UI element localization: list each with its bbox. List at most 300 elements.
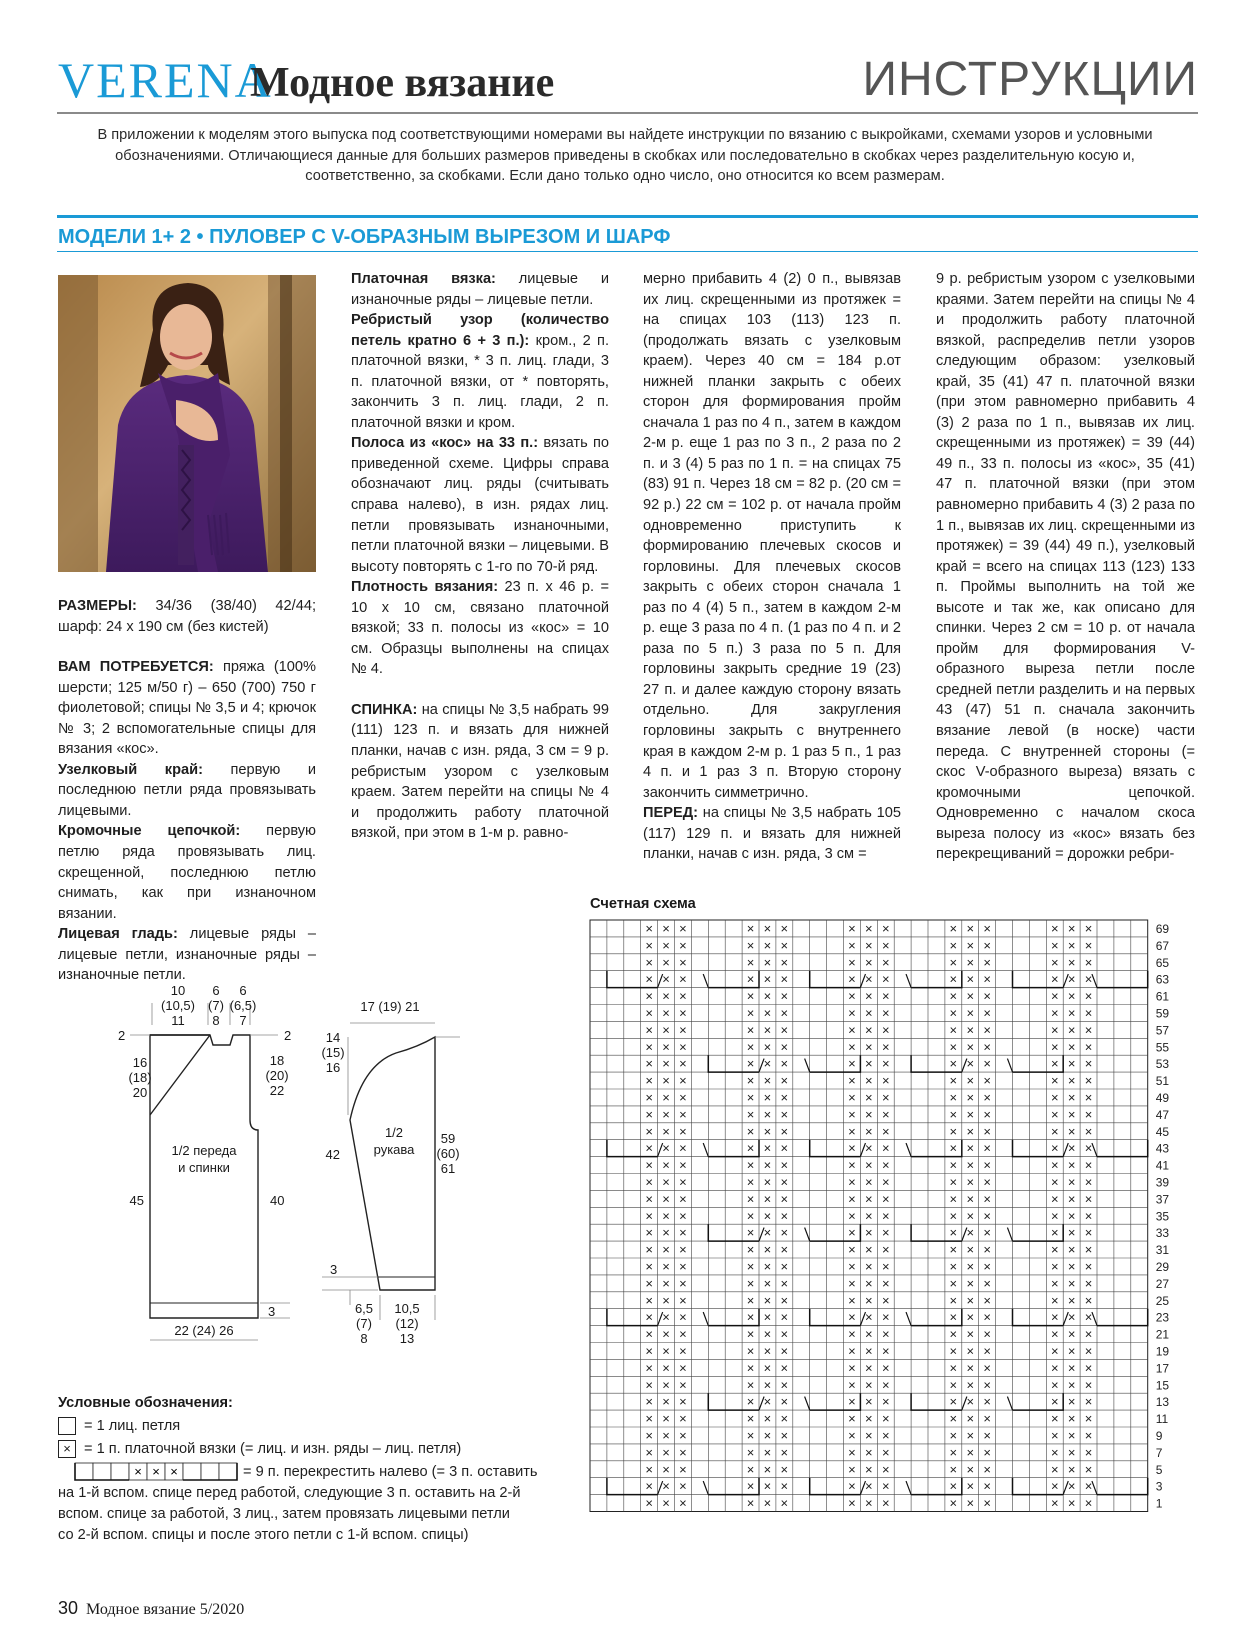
- header-rule: [57, 112, 1198, 114]
- paragraph-text: лицевые и изнаночные ряды – лицевые петли.: [351, 271, 609, 308]
- chart-garter-cell: ×: [1050, 1292, 1059, 1308]
- chart-garter-cell: ×: [949, 1444, 958, 1460]
- chart-garter-cell: ×: [763, 1377, 772, 1393]
- chart-garter-cell: ×: [983, 1056, 991, 1072]
- chart-garter-cell: ×: [763, 1039, 772, 1055]
- legend-cable-line-2: на 1-й вспом. спице перед работой, следующие 3 п. оставить на 2-й: [58, 1485, 521, 1501]
- chart-garter-cell: ×: [662, 1427, 670, 1443]
- chart-garter-cell: ×: [881, 1022, 890, 1038]
- chart-garter-cell: ×: [1084, 1140, 1093, 1156]
- page-number: 30: [58, 1598, 79, 1618]
- chart-garter-cell: ×: [662, 1343, 670, 1359]
- chart-garter-cell: ×: [966, 1191, 975, 1207]
- chart-garter-cell: ×: [865, 1123, 873, 1139]
- sleeve-length-a: 59: [440, 1131, 456, 1146]
- chart-garter-cell: ×: [662, 1444, 670, 1460]
- paragraph-gap: [351, 680, 609, 700]
- chart-garter-cell: ×: [780, 1140, 789, 1156]
- chart-garter-cell: ×: [1050, 1089, 1059, 1105]
- chart-row-label: 17: [1155, 1361, 1170, 1376]
- chart-garter-cell: ×: [881, 1377, 890, 1393]
- chart-garter-cell: ×: [983, 937, 991, 953]
- chart-row-label: 43: [1155, 1141, 1170, 1156]
- chart-garter-cell: ×: [1050, 1225, 1059, 1241]
- chart-garter-cell: ×: [679, 1444, 687, 1460]
- chart-garter-cell: ×: [881, 1444, 890, 1460]
- chart-garter-cell: ×: [865, 1478, 873, 1494]
- chart-garter-cell: ×: [679, 937, 687, 953]
- paragraph-text: первую петлю ряда провязывать лиц. скрещенной, последнюю петлю снимать, как при изнаночном вязании.: [58, 823, 316, 922]
- chart-garter-cell: ×: [679, 1089, 687, 1105]
- chart-garter-cell: ×: [881, 1309, 890, 1325]
- chart-garter-cell: ×: [763, 1275, 772, 1291]
- chart-garter-cell: ×: [1084, 954, 1093, 970]
- chart-garter-cell: ×: [1084, 971, 1093, 987]
- chart-garter-cell: ×: [983, 1005, 991, 1021]
- chart-garter-cell: ×: [645, 1377, 653, 1393]
- chart-garter-cell: ×: [679, 1326, 687, 1342]
- chart-garter-cell: ×: [983, 1157, 991, 1173]
- chart-garter-cell: ×: [1084, 1106, 1093, 1122]
- chart-garter-cell: ×: [966, 1022, 975, 1038]
- chart-garter-cell: ×: [645, 1174, 653, 1190]
- chart-garter-cell: ×: [645, 1326, 653, 1342]
- chart-garter-cell: ×: [848, 1343, 856, 1359]
- body-top-width-2-c: 8: [212, 1013, 220, 1028]
- chart-garter-cell: ×: [881, 1225, 890, 1241]
- chart-garter-cell: ×: [949, 1343, 958, 1359]
- chart-garter-cell: ×: [662, 1461, 670, 1477]
- chart-garter-cell: ×: [966, 1427, 975, 1443]
- chart-garter-cell: ×: [881, 1360, 890, 1376]
- chart-garter-cell: ×: [662, 1022, 670, 1038]
- chart-garter-cell: ×: [848, 1411, 856, 1427]
- chart-garter-cell: ×: [746, 1292, 755, 1308]
- chart-garter-cell: ×: [679, 1377, 687, 1393]
- chart-garter-cell: ×: [645, 1022, 653, 1038]
- chart-garter-cell: ×: [1067, 1377, 1076, 1393]
- chart-garter-cell: ×: [1084, 1174, 1093, 1190]
- chart-garter-cell: ×: [679, 1225, 687, 1241]
- chart-garter-cell: ×: [966, 1326, 975, 1342]
- chart-garter-cell: ×: [881, 1461, 890, 1477]
- chart-garter-cell: ×: [1067, 1326, 1076, 1342]
- chart-garter-cell: ×: [966, 1343, 975, 1359]
- chart-garter-cell: ×: [645, 1039, 653, 1055]
- chart-garter-cell: ×: [679, 1360, 687, 1376]
- chart-garter-cell: ×: [848, 954, 856, 970]
- counting-chart: [590, 920, 1190, 1540]
- chart-garter-cell: ×: [1084, 937, 1093, 953]
- section-title: ИНСТРУКЦИИ: [862, 53, 1198, 106]
- chart-garter-cell: ×: [881, 1478, 890, 1494]
- chart-garter-cell: ×: [780, 1089, 789, 1105]
- chart-garter-cell: ×: [881, 1411, 890, 1427]
- chart-garter-cell: ×: [848, 1157, 856, 1173]
- chart-garter-cell: ×: [1050, 1309, 1059, 1325]
- chart-garter-cell: ×: [662, 1478, 670, 1494]
- chart-garter-cell: ×: [865, 1258, 873, 1274]
- chart-garter-cell: ×: [746, 1360, 755, 1376]
- chart-garter-cell: ×: [983, 1343, 991, 1359]
- chart-garter-cell: ×: [780, 937, 789, 953]
- magazine-title: Модное вязание: [250, 60, 555, 106]
- chart-garter-cell: ×: [645, 937, 653, 953]
- chart-garter-cell: ×: [881, 1157, 890, 1173]
- chart-garter-cell: ×: [865, 1461, 873, 1477]
- chart-garter-cell: ×: [949, 988, 958, 1004]
- chart-garter-cell: ×: [1050, 1191, 1059, 1207]
- chart-row-label: 53: [1155, 1057, 1170, 1072]
- chart-garter-cell: ×: [1067, 1242, 1076, 1258]
- column-3: [643, 269, 901, 865]
- paragraph-heading: СПИНКА:: [351, 701, 418, 718]
- chart-garter-cell: ×: [865, 954, 873, 970]
- body-neck-depth-b: (18): [128, 1070, 152, 1085]
- chart-garter-cell: ×: [662, 1140, 670, 1156]
- body-armhole-b: (20): [265, 1068, 289, 1083]
- chart-garter-cell: ×: [1084, 920, 1093, 936]
- body-top-width-2-b: (7): [208, 998, 224, 1013]
- chart-garter-cell: ×: [645, 1089, 653, 1105]
- chart-garter-cell: ×: [1067, 1022, 1076, 1038]
- paragraph-heading: ПЕРЕД:: [643, 805, 698, 822]
- chart-garter-cell: ×: [746, 1106, 755, 1122]
- chart-row-label: 49: [1155, 1090, 1170, 1105]
- chart-garter-cell: ×: [645, 971, 653, 987]
- chart-garter-cell: ×: [949, 1140, 958, 1156]
- chart-garter-cell: ×: [848, 1461, 856, 1477]
- chart-garter-cell: ×: [1050, 1275, 1059, 1291]
- chart-garter-cell: ×: [865, 1225, 873, 1241]
- chart-garter-cell: ×: [763, 920, 772, 936]
- chart-garter-cell: ×: [679, 1208, 687, 1224]
- chart-garter-cell: ×: [865, 1005, 873, 1021]
- chart-garter-cell: ×: [1050, 1140, 1059, 1156]
- chart-garter-cell: ×: [848, 1073, 856, 1089]
- column-2: [351, 269, 609, 844]
- chart-garter-cell: ×: [746, 1208, 755, 1224]
- chart-garter-cell: ×: [763, 1258, 772, 1274]
- chart-garter-cell: ×: [645, 1056, 653, 1072]
- chart-garter-cell: ×: [679, 954, 687, 970]
- chart-garter-cell: ×: [1050, 1444, 1059, 1460]
- chart-garter-cell: ×: [949, 1394, 958, 1410]
- chart-garter-cell: ×: [848, 1360, 856, 1376]
- chart-row-label: 15: [1155, 1378, 1170, 1393]
- chart-garter-cell: ×: [848, 1427, 856, 1443]
- chart-garter-cell: ×: [865, 1140, 873, 1156]
- chart-garter-cell: ×: [746, 1005, 755, 1021]
- paragraph-gap: [58, 637, 316, 657]
- chart-row-label: 19: [1155, 1344, 1170, 1359]
- chart-garter-cell: ×: [983, 1309, 991, 1325]
- paragraph: [58, 924, 316, 986]
- sleeve-cap-b: (15): [321, 1045, 345, 1060]
- model-title: МОДЕЛИ 1+ 2 • ПУЛОВЕР С V-ОБРАЗНЫМ ВЫРЕЗОМ И ШАРФ: [58, 226, 671, 248]
- chart-garter-cell: ×: [966, 1292, 975, 1308]
- cable-symbol-cell: [111, 1463, 129, 1480]
- chart-garter-cell: ×: [865, 1343, 873, 1359]
- cable-symbol-cell: [219, 1463, 237, 1480]
- chart-garter-cell: ×: [881, 1039, 890, 1055]
- chart-garter-cell: ×: [1067, 1208, 1076, 1224]
- chart-garter-cell: ×: [881, 1242, 890, 1258]
- chart-garter-cell: ×: [1050, 1478, 1059, 1494]
- chart-garter-cell: ×: [1084, 1292, 1093, 1308]
- body-bottom-width: 22 (24) 26: [174, 1323, 234, 1338]
- chart-garter-cell: ×: [848, 1174, 856, 1190]
- chart-garter-cell: ×: [645, 1191, 653, 1207]
- cable-symbol-cross: ×: [152, 1464, 160, 1479]
- paragraph-text: 34/36 (38/40) 42/44; шарф: 24 х 190 см (без кистей): [58, 598, 316, 635]
- chart-garter-cell: ×: [966, 1089, 975, 1105]
- chart-garter-cell: ×: [780, 1309, 789, 1325]
- chart-garter-cell: ×: [1084, 1326, 1093, 1342]
- chart-garter-cell: ×: [679, 1394, 687, 1410]
- chart-garter-cell: ×: [949, 1191, 958, 1207]
- chart-row-label: 33: [1155, 1226, 1170, 1241]
- chart-garter-cell: ×: [1067, 1360, 1076, 1376]
- chart-garter-cell: ×: [949, 1208, 958, 1224]
- chart-garter-cell: ×: [983, 1444, 991, 1460]
- chart-garter-cell: ×: [983, 1022, 991, 1038]
- chart-garter-cell: ×: [1067, 1089, 1076, 1105]
- chart-garter-cell: ×: [1050, 1258, 1059, 1274]
- body-neck-depth-c: 20: [132, 1085, 148, 1100]
- chart-garter-cell: ×: [1050, 1411, 1059, 1427]
- chart-garter-cell: ×: [746, 1411, 755, 1427]
- page-footer: [58, 1598, 244, 1620]
- chart-garter-cell: ×: [881, 1056, 890, 1072]
- paragraph-heading: ВАМ ПОТРЕБУЕТСЯ:: [58, 659, 214, 676]
- chart-garter-cell: ×: [645, 1275, 653, 1291]
- chart-garter-cell: ×: [746, 1377, 755, 1393]
- chart-garter-cell: ×: [780, 1191, 789, 1207]
- chart-garter-cell: ×: [1084, 1444, 1093, 1460]
- chart-garter-cell: ×: [645, 1073, 653, 1089]
- body-top-width-3-c: 7: [239, 1013, 247, 1028]
- chart-garter-cell: ×: [746, 1157, 755, 1173]
- cable-cross-symbol: [74, 1462, 240, 1482]
- chart-garter-cell: ×: [780, 1005, 789, 1021]
- chart-garter-cell: ×: [966, 1106, 975, 1122]
- chart-garter-cell: ×: [679, 988, 687, 1004]
- chart-garter-cell: ×: [966, 1495, 975, 1511]
- chart-garter-cell: ×: [763, 1427, 772, 1443]
- paragraph-heading: Плотность вязания:: [351, 579, 499, 596]
- chart-garter-cell: ×: [865, 1089, 873, 1105]
- chart-garter-cell: ×: [881, 1140, 890, 1156]
- sleeve-label-1: 1/2: [384, 1125, 404, 1140]
- chart-garter-cell: ×: [645, 1106, 653, 1122]
- chart-garter-cell: ×: [1050, 1174, 1059, 1190]
- chart-garter-cell: ×: [1084, 1225, 1093, 1241]
- brand-logo: VERENA: [58, 52, 273, 108]
- chart-garter-cell: ×: [662, 1208, 670, 1224]
- cable-symbol-cross: ×: [170, 1464, 178, 1479]
- chart-garter-cell: ×: [645, 1309, 653, 1325]
- chart-garter-cell: ×: [966, 971, 975, 987]
- sleeve-side: 42: [325, 1147, 340, 1162]
- chart-garter-cell: ×: [949, 1242, 958, 1258]
- chart-garter-cell: ×: [679, 1258, 687, 1274]
- chart-garter-cell: ×: [645, 1005, 653, 1021]
- chart-garter-cell: ×: [1067, 1275, 1076, 1291]
- chart-garter-cell: ×: [645, 1411, 653, 1427]
- chart-row-label: 29: [1155, 1259, 1170, 1274]
- chart-garter-cell: ×: [679, 1275, 687, 1291]
- chart-garter-cell: ×: [679, 1022, 687, 1038]
- body-shoulder-drop-left: 2: [118, 1028, 126, 1043]
- sleeve-cuff-2-c: 13: [399, 1331, 415, 1346]
- chart-row-label: 27: [1155, 1276, 1170, 1291]
- chart-garter-cell: ×: [848, 1191, 856, 1207]
- chart-garter-cell: ×: [763, 1292, 772, 1308]
- chart-garter-cell: ×: [983, 1258, 991, 1274]
- paragraph-heading: Узелковый край:: [58, 761, 203, 778]
- legend-title: Условные обозначения:: [58, 1395, 233, 1411]
- chart-garter-cell: ×: [780, 1326, 789, 1342]
- chart-garter-cell: ×: [645, 1157, 653, 1173]
- chart-garter-cell: ×: [1084, 1208, 1093, 1224]
- body-top-width-1-c: 11: [171, 1013, 185, 1028]
- chart-garter-cell: ×: [662, 920, 670, 936]
- legend-cable-line-4: со 2-й вспом. спицы и после этого петли с 1-й вспом. спицы): [58, 1527, 469, 1543]
- chart-garter-cell: ×: [966, 1208, 975, 1224]
- chart-garter-cell: ×: [983, 1478, 991, 1494]
- chart-garter-cell: ×: [662, 1394, 670, 1410]
- paragraph-heading: Ребристый узор (количество петель кратно 6 + 3 п.):: [351, 312, 609, 349]
- chart-garter-cell: ×: [865, 1292, 873, 1308]
- chart-garter-cell: ×: [780, 1411, 789, 1427]
- chart-garter-cell: ×: [763, 1225, 772, 1241]
- chart-garter-cell: ×: [645, 954, 653, 970]
- chart-garter-cell: ×: [983, 1394, 991, 1410]
- chart-garter-cell: ×: [966, 920, 975, 936]
- chart-garter-cell: ×: [1050, 920, 1059, 936]
- paragraph-text: первую и последнюю петли ряда провязывать лицевыми.: [58, 761, 317, 819]
- chart-row-label: 25: [1155, 1293, 1170, 1308]
- chart-garter-cell: ×: [1050, 988, 1059, 1004]
- paragraph: [58, 596, 316, 637]
- chart-garter-cell: ×: [746, 1225, 755, 1241]
- chart-row-label: 69: [1155, 921, 1170, 936]
- chart-garter-cell: ×: [983, 1461, 991, 1477]
- paragraph: [936, 269, 1195, 865]
- chart-garter-cell: ×: [746, 1394, 755, 1410]
- chart-garter-cell: ×: [865, 1022, 873, 1038]
- sleeve-cuff-2-b: (12): [395, 1316, 419, 1331]
- chart-garter-cell: ×: [645, 1208, 653, 1224]
- chart-garter-cell: ×: [1067, 1444, 1076, 1460]
- chart-garter-cell: ×: [848, 1140, 856, 1156]
- chart-garter-cell: ×: [848, 937, 856, 953]
- chart-garter-cell: ×: [1084, 1242, 1093, 1258]
- paragraph: [643, 269, 901, 803]
- chart-garter-cell: ×: [662, 1174, 670, 1190]
- chart-row-label: 45: [1155, 1124, 1170, 1139]
- chart-garter-cell: ×: [865, 1174, 873, 1190]
- chart-garter-cell: ×: [966, 1444, 975, 1460]
- chart-garter-cell: ×: [1067, 1140, 1076, 1156]
- paragraph: [351, 433, 609, 577]
- chart-garter-cell: ×: [746, 1495, 755, 1511]
- chart-garter-cell: ×: [949, 1056, 958, 1072]
- chart-garter-cell: ×: [983, 1292, 991, 1308]
- chart-garter-cell: ×: [662, 1056, 670, 1072]
- chart-garter-cell: ×: [1084, 1039, 1093, 1055]
- chart-garter-cell: ×: [881, 1191, 890, 1207]
- chart-garter-cell: ×: [983, 1191, 991, 1207]
- chart-garter-cell: ×: [1050, 1495, 1059, 1511]
- chart-row-label: 9: [1155, 1428, 1163, 1443]
- chart-garter-cell: ×: [662, 1073, 670, 1089]
- chart-garter-cell: ×: [763, 971, 772, 987]
- chart-garter-cell: ×: [780, 1106, 789, 1122]
- paragraph-text: 9 р. ребристым узором с узелковыми краями. Затем перейти на спицы № 4 и продолжить работу платочной вязкой, распределив петли узоров следующим образом: узелковый край, 35 (41) 47 п. платочной вязки (при этом равномерно прибавить 4 (3) 2 раза по 1 п., вывязав их лиц. скрещенными из протяжек) = 39 (44) 49 п., 33 п. полосы из «кос», 35 (41) 47 п. платочной вязки (при этом равномерно прибавить 4 (3) 2 раза по 1 п., вывязав их лиц. скрещенными из протяжек) = 39 (44) 49 п.), узелковый край = всего на спицах 113 (123) 133 п. Проймы выполнить на той же высоте и так же, как описано для спинки. Через 2 см = 10 р. от начала пройм для формирования V-образного выреза петли после средней петли разделить и на первых 43 (47) 51 п. сначала закончить вязание левой (в носке) части переда. С внутренней стороны (= скос V-образного выреза) вязать с кромочными цепочкой. Одновременно с началом скоса выреза полосу из «кос» вязать без перекрещиваний = дорожки ребри-: [936, 271, 1195, 863]
- chart-garter-cell: ×: [1050, 1461, 1059, 1477]
- chart-garter-cell: ×: [662, 971, 670, 987]
- chart-garter-cell: ×: [949, 920, 958, 936]
- chart-garter-cell: ×: [645, 1140, 653, 1156]
- chart-garter-cell: ×: [763, 1191, 772, 1207]
- chart-garter-cell: ×: [983, 1073, 991, 1089]
- chart-garter-cell: ×: [949, 1292, 958, 1308]
- chart-garter-cell: ×: [763, 1022, 772, 1038]
- chart-garter-cell: ×: [679, 1191, 687, 1207]
- chart-garter-cell: ×: [865, 1106, 873, 1122]
- chart-garter-cell: ×: [865, 1394, 873, 1410]
- body-top-width-2-a: 6: [212, 983, 220, 998]
- chart-garter-cell: ×: [949, 1461, 958, 1477]
- chart-garter-cell: ×: [949, 1225, 958, 1241]
- chart-garter-cell: ×: [966, 1309, 975, 1325]
- chart-garter-cell: ×: [746, 1056, 755, 1072]
- chart-garter-cell: ×: [848, 1326, 856, 1342]
- chart-garter-cell: ×: [949, 971, 958, 987]
- chart-garter-cell: ×: [645, 1123, 653, 1139]
- sleeve-length-b: (60): [436, 1146, 460, 1161]
- chart-garter-cell: ×: [983, 1377, 991, 1393]
- paragraph-heading: Платочная вязка:: [351, 271, 496, 287]
- sleeve-cuff-2-a: 10,5: [394, 1301, 420, 1316]
- chart-row-label: 31: [1155, 1243, 1170, 1258]
- paragraph: [351, 310, 609, 433]
- body-label-1: 1/2 переда: [171, 1143, 237, 1158]
- column-1: [58, 596, 316, 986]
- cable-symbol-cell: [93, 1463, 111, 1480]
- chart-garter-cell: ×: [848, 1394, 856, 1410]
- chart-garter-cell: ×: [1067, 1157, 1076, 1173]
- chart-garter-cell: ×: [949, 1022, 958, 1038]
- chart-garter-cell: ×: [1067, 1343, 1076, 1359]
- chart-garter-cell: ×: [679, 1056, 687, 1072]
- chart-garter-cell: ×: [645, 1478, 653, 1494]
- chart-row-label: 11: [1155, 1412, 1169, 1427]
- chart-garter-cell: ×: [662, 1309, 670, 1325]
- chart-garter-cell: ×: [983, 1326, 991, 1342]
- chart-garter-cell: ×: [780, 1394, 789, 1410]
- chart-garter-cell: ×: [746, 1174, 755, 1190]
- paragraph: [58, 760, 316, 822]
- chart-garter-cell: ×: [848, 1039, 856, 1055]
- chart-garter-cell: ×: [848, 1258, 856, 1274]
- pattern-schemes: [100, 983, 490, 1370]
- chart-garter-cell: ×: [865, 1073, 873, 1089]
- chart-garter-cell: ×: [1084, 1495, 1093, 1511]
- chart-garter-cell: ×: [645, 1461, 653, 1477]
